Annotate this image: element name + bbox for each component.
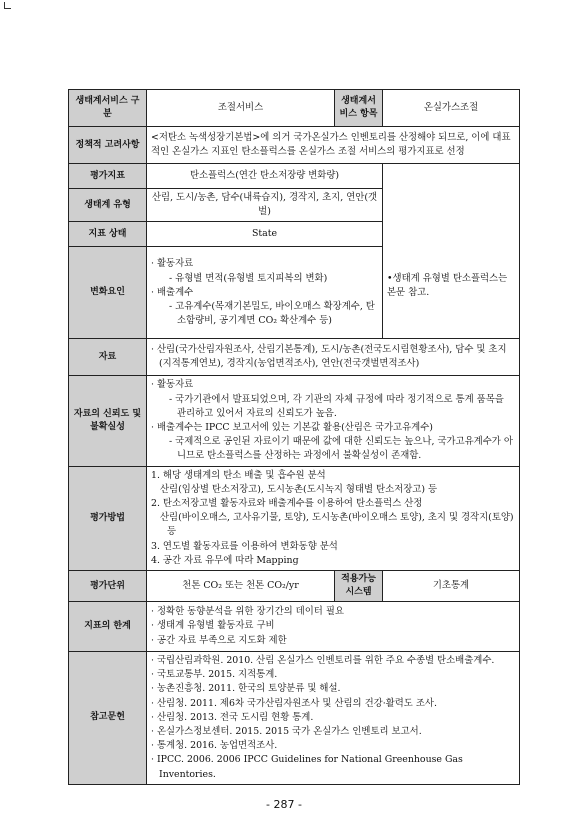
value-service-category: 조절서비스 xyxy=(147,90,335,127)
row-method xyxy=(69,466,520,570)
list-item: · 국토교통부. 2015. 지적통계. xyxy=(151,668,515,682)
list-item: · 활동자료 - 국가기관에서 발표되었으며, 각 기관의 자체 규정에 따라 정기적으로 통계 품목을 관리하고 있어서 자료의 신뢰도가 높음. xyxy=(151,378,515,421)
list-item: 2. 탄소저장고별 활동자료와 배출계수를 이용하여 탄소플럭스 산정 xyxy=(151,498,423,510)
list-item: · 공간 자료 부족으로 지도화 제한 xyxy=(151,634,515,648)
corner-crop-mark xyxy=(4,2,11,9)
list-item: · 산림(국가산림자원조사, 산림기본통계), 도시/농촌(전국도시림현황조사), 담수 및 초지(지적통계연보), 경작지(농업면적조사), 연안(전국갯벌면적조사) xyxy=(151,343,515,371)
list-subitem: - 국가기관에서 발표되었으며, 각 기관의 자체 규정에 따라 정기적으로 통계 품목을 관리하고 있어서 자료의 신뢰도가 높음. xyxy=(159,393,515,421)
value-status: State xyxy=(147,222,383,247)
list-item: · 배출계수는 IPCC 보고서에 있는 기본값 활용(산림은 국가고유계수) - 국제적으로 공인된 자료이기 때문에 값에 대한 신뢰도는 높으나, 국가고유계수가 아니므로 탄소플럭스를 산정하는 과정에서 불확실성이 존재함. xyxy=(151,421,515,464)
value-indicator: 탄소플럭스(연간 탄소저장량 변화량) xyxy=(147,164,383,189)
list-subitem: - 고유계수(목재기본밀도, 바이오매스 확장계수, 탄소함량비, 공기계면 CO₂ 확산계수 등) xyxy=(159,300,378,328)
label-policy: 정책적 고려사항 xyxy=(69,127,147,164)
label-factors: 변화요인 xyxy=(69,247,147,339)
list-item: · 배출계수 - 고유계수(목재기본밀도, 바이오매스 확장계수, 탄소함량비, 공기계면 CO₂ 확산계수 등) xyxy=(151,286,378,329)
label-data-sources: 자료 xyxy=(69,339,147,376)
value-limits xyxy=(147,602,520,652)
row-reliability xyxy=(69,376,520,466)
list-item: · 국립산림과학원. 2010. 산림 온실가스 인벤토리를 위한 주요 수종별 탄소배출계수. xyxy=(151,654,515,668)
list-item: · IPCC. 2006. 2006 IPCC Guidelines for National Greenhouse Gas Inventories. xyxy=(151,753,515,781)
value-factors xyxy=(147,247,383,339)
list-item: · 온실가스정보센터. 2015. 2015 국가 온실가스 인벤토리 보고서. xyxy=(151,725,515,739)
page-number: - 287 - xyxy=(266,798,302,811)
label-status: 지표 상태 xyxy=(69,222,147,247)
row-limits xyxy=(69,602,520,652)
indicator-spec-table xyxy=(68,89,520,785)
label-service-item: 생태계서비스 항목 xyxy=(335,90,383,127)
list-item: · 농촌진흥청. 2011. 한국의 토양분류 및 해설. xyxy=(151,682,515,696)
list-subitem: - 국제적으로 공인된 자료이기 때문에 값에 대한 신뢰도는 높으나, 국가고유계수가 아니므로 탄소플럭스를 산정하는 과정에서 불확실성이 존재함. xyxy=(159,435,515,463)
list-item: · 통계청. 2016. 농업면적조사. xyxy=(151,739,515,753)
label-system: 적용가능 시스템 xyxy=(335,571,383,602)
list-item: · 활동자료 - 유형별 면적(유형별 토지피복의 변화) xyxy=(151,257,378,285)
value-data-sources xyxy=(147,339,520,376)
row-references xyxy=(69,652,520,785)
label-service-category: 생태계서비스 구분 xyxy=(69,90,147,127)
value-unit: 천톤 CO₂ 또는 천톤 CO₂/yr xyxy=(147,571,335,602)
factors-list xyxy=(151,257,378,328)
value-method xyxy=(147,466,520,570)
value-ecotype: 산림, 도시/농촌, 담수(내륙습지), 경작지, 초지, 연안(갯벌) xyxy=(147,189,383,222)
list-item: 4. 공간 자료 유무에 따라 Mapping xyxy=(151,554,299,566)
row-data-sources xyxy=(69,339,520,376)
list-subitem: 산림(바이오매스, 고사유기물, 토양), 도시농촌(바이오매스 토양), 초지 및 경작지(토양) 등 xyxy=(160,512,514,538)
list-subitem: 산림(임상별 탄소저장고), 도시농촌(도시녹지 형태별 탄소저장고) 등 xyxy=(160,483,438,495)
list-item: 3. 연도별 활동자료를 이용하여 변화동향 분석 xyxy=(151,540,338,552)
label-ecotype: 생태계 유형 xyxy=(69,189,147,222)
label-unit: 평가단위 xyxy=(69,571,147,602)
value-references xyxy=(147,652,520,785)
list-item: 1. 해당 생태계의 탄소 배출 및 흡수원 분석 xyxy=(151,469,326,481)
list-item: · 산림청. 2013. 전국 도시림 현황 통계. xyxy=(151,711,515,725)
list-item: · 산림청. 2011. 제6차 국가산림자원조사 및 산림의 건강·활력도 조사. xyxy=(151,697,515,711)
value-system: 기초통계 xyxy=(383,571,520,602)
row-unit xyxy=(69,571,520,602)
value-policy: <저탄소 녹색성장기본법>에 의거 국가온실가스 인벤토리를 산정해야 되므로, 이에 대표적인 온실가스 지표인 탄소플럭스를 온실가스 조절 서비스의 평가지표로 선정 xyxy=(147,127,520,164)
value-service-item: 온실가스조절 xyxy=(383,90,520,127)
value-note: •생태계 유형별 탄소플럭스는 본문 참고. xyxy=(383,164,520,339)
list-subitem: - 유형별 면적(유형별 토지피복의 변화) xyxy=(159,272,378,286)
label-reliability: 자료의 신뢰도 및 불확실성 xyxy=(69,376,147,466)
row-service-category xyxy=(69,90,520,127)
row-indicator xyxy=(69,164,520,189)
list-item: · 정확한 동향분석을 위한 장기간의 데이터 필요 xyxy=(151,605,515,619)
method-list xyxy=(151,469,515,568)
label-method: 평가방법 xyxy=(69,466,147,570)
value-reliability xyxy=(147,376,520,466)
label-references: 참고문헌 xyxy=(69,652,147,785)
list-item: · 생태계 유형별 활동자료 구비 xyxy=(151,619,515,633)
row-policy xyxy=(69,127,520,164)
label-indicator: 평가지표 xyxy=(69,164,147,189)
label-limits: 지표의 한계 xyxy=(69,602,147,652)
